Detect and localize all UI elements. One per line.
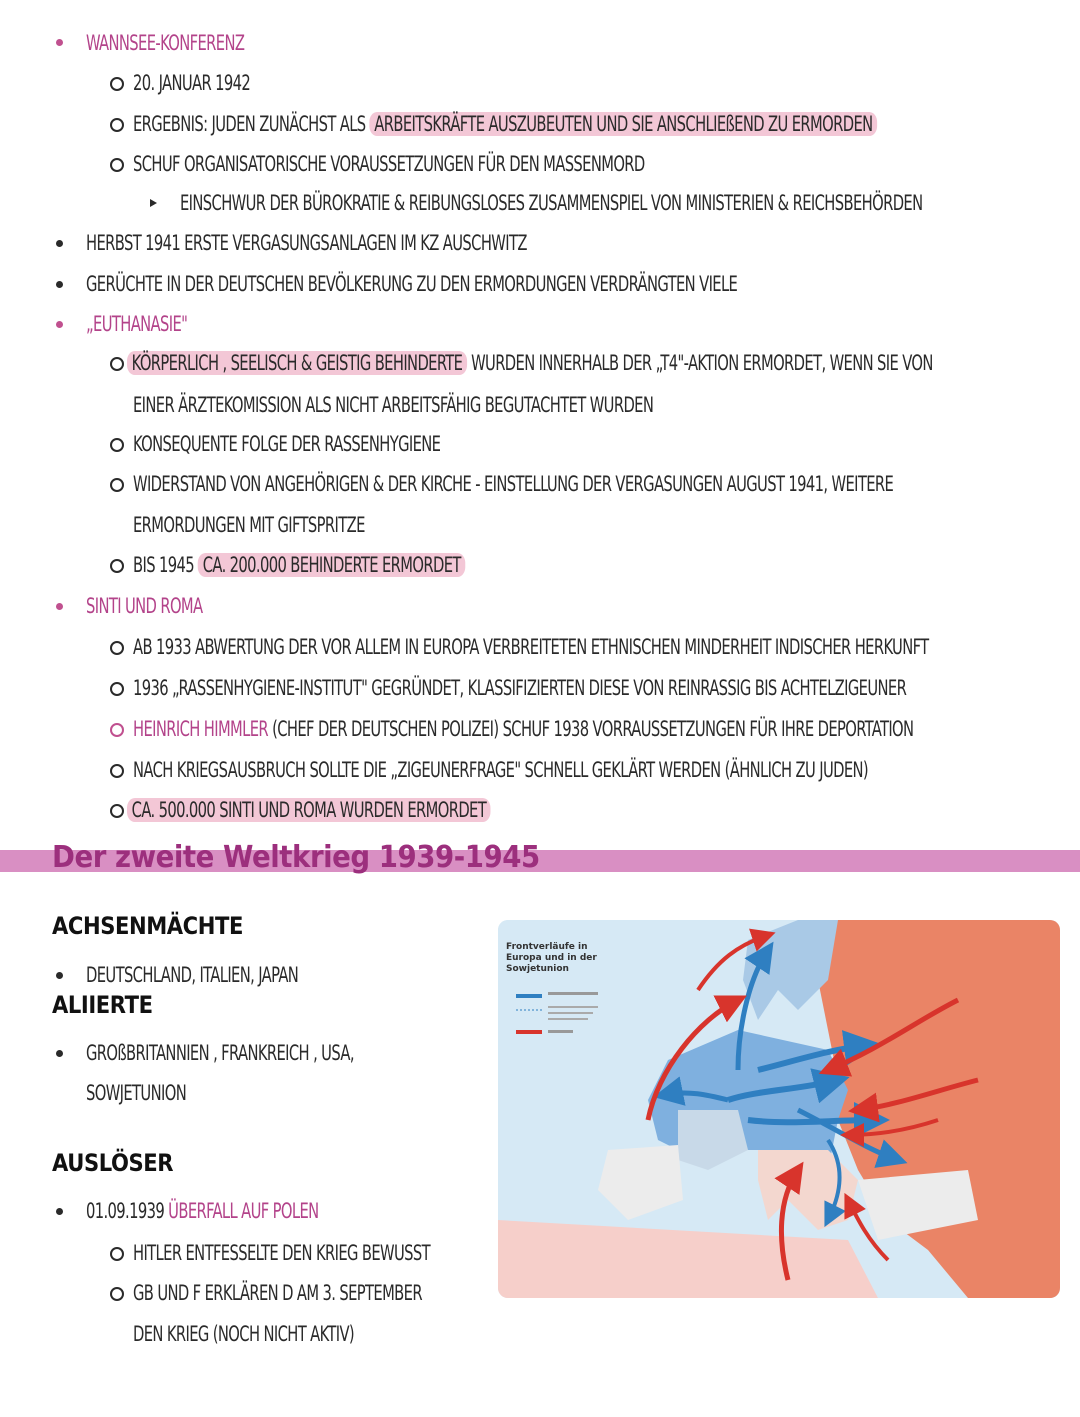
wannsee-result-highlight: ARBEITSKRÄFTE AUSZUBEUTEN UND SIE ANSCHLIEßEND ZU ERMORDEN: [370, 112, 878, 136]
bullet: [56, 240, 63, 247]
section-title: Der zweite Weltkrieg 1939-1945: [52, 840, 540, 875]
bullet: [56, 39, 63, 46]
sub-bullet: [110, 438, 124, 452]
sub-bullet: [110, 682, 124, 696]
sub-bullet: [110, 764, 124, 778]
map-graphic: [498, 920, 1060, 1298]
axis-items: DEUTSCHLAND, ITALIEN, JAPAN: [86, 963, 299, 987]
euthanasia-p1: [127, 349, 933, 377]
legend-text-placeholder: [548, 1030, 573, 1033]
sub-bullet: [110, 641, 124, 655]
euthanasia-p1-rest: WURDEN INNERHALB DER „T4"-AKTION ERMORDET, WENN SIE VON: [467, 351, 933, 375]
euthanasia-p3-line2: ERMORDUNGEN MIT GIFTSPRITZE: [133, 513, 365, 537]
euthanasia-p3: WIDERSTAND VON ANGEHÖRIGEN & DER KIRCHE - EINSTELLUNG DER VERGASUNGEN AUGUST 1941, WEITERE: [133, 472, 894, 496]
legend-text-placeholder: [548, 1006, 598, 1008]
bullet: [56, 1208, 63, 1215]
sinti-title: SINTI UND ROMA: [86, 594, 203, 618]
arrow-bullet-icon: [150, 199, 157, 207]
allies-heading: ALIIERTE: [52, 991, 153, 1019]
sinti-p5: [127, 796, 491, 824]
autumn-1941: HERBST 1941 ERSTE VERGASUNGSANLAGEN IM KZ AUSCHWITZ: [86, 231, 527, 255]
allies-line2: SOWJETUNION: [86, 1081, 187, 1105]
euthanasia-p4-highlight: CA. 200.000 BEHINDERTE ERMORDET: [198, 553, 465, 577]
trigger-pink: ÜBERFALL AUF POLEN: [168, 1199, 319, 1223]
bullet: [56, 603, 63, 610]
europe-front-map: [498, 920, 1060, 1298]
sinti-p5-highlight: CA. 500.000 SINTI UND ROMA WURDEN ERMORDET: [127, 798, 491, 822]
sub-bullet: [110, 723, 124, 737]
sub-bullet: [110, 118, 124, 132]
sub-bullet: [110, 77, 124, 91]
euthanasia-p4: [133, 551, 465, 579]
sinti-p4: NACH KRIEGSAUSBRUCH SOLLTE DIE „ZIGEUNERFRAGE" SCHNELL GEKLÄRT WERDEN (ÄHNLICH ZU JUDEN): [133, 758, 869, 782]
trigger-p2-line2: DEN KRIEG (NOCH NICHT AKTIV): [133, 1322, 355, 1346]
euthanasia-p2: KONSEQUENTE FOLGE DER RASSENHYGIENE: [133, 432, 441, 456]
sub-bullet: [110, 1247, 124, 1261]
sub-bullet: [110, 559, 124, 573]
sinti-p3: [133, 715, 913, 743]
euthanasia-p4-prefix: BIS 1945: [133, 553, 199, 577]
sinti-p1: AB 1933 ABWERTUNG DER VOR ALLEM IN EUROPA VERBREITETEN ETHNISCHEN MINDERHEIT INDISCHER HERKUNFT: [133, 635, 929, 659]
rumors: GERÜCHTE IN DER DEUTSCHEN BEVÖLKERUNG ZU DEN ERMORDUNGEN VERDRÄNGTEN VIELE: [86, 272, 738, 296]
euthanasia-p1-highlight: KÖRPERLICH , SEELISCH & GEISTIG BEHINDERTE: [127, 351, 467, 375]
legend-text-placeholder: [548, 1018, 588, 1020]
bullet: [56, 972, 63, 979]
sub-bullet: [110, 478, 124, 492]
trigger-date: 01.09.1939: [86, 1199, 169, 1223]
bullet: [56, 281, 63, 288]
wannsee-result: [133, 110, 877, 138]
sinti-p2: 1936 „RASSENHYGIENE-INSTITUT" GEGRÜNDET, KLASSIFIZIERTEN DIESE VON REINRASSIG BIS ACHTELZIGEUNER: [133, 676, 907, 700]
trigger-p1: HITLER ENTFESSELTE DEN KRIEG BEWUSST: [133, 1241, 430, 1265]
trigger-heading: AUSLÖSER: [52, 1149, 174, 1177]
bullet: [56, 1050, 63, 1057]
legend-text-placeholder: [548, 992, 598, 995]
map-title: Frontverläufe in Europa und in der Sowjetunion: [506, 942, 597, 974]
wannsee-prerequisites: SCHUF ORGANISATORISCHE VORAUSSETZUNGEN FÜR DEN MASSENMORD: [133, 152, 645, 176]
euthanasia-title: „EUTHANASIE": [86, 312, 188, 336]
wannsee-result-prefix: ERGEBNIS: JUDEN ZUNÄCHST ALS: [133, 112, 370, 136]
sub-bullet: [110, 158, 124, 172]
bullet: [56, 321, 63, 328]
axis-heading: ACHSENMÄCHTE: [52, 912, 243, 940]
sub-bullet: [110, 357, 124, 371]
sub-bullet: [110, 1287, 124, 1301]
sub-bullet: [110, 804, 124, 818]
wannsee-title: WANNSEE-KONFERENZ: [86, 31, 245, 55]
allies-line1: GROßBRITANNIEN , FRANKREICH , USA,: [86, 1041, 354, 1065]
trigger-line: [86, 1197, 319, 1225]
sinti-p3-rest: (CHEF DER DEUTSCHEN POLIZEI) SCHUF 1938 VORRAUSSETZUNGEN FÜR IHRE DEPORTATION: [268, 717, 914, 741]
sinti-p3-pink: HEINRICH HIMMLER: [133, 717, 269, 741]
legend-text-placeholder: [548, 1012, 593, 1014]
wannsee-date: 20. JANUAR 1942: [133, 71, 251, 95]
trigger-p2: GB UND F ERKLÄREN D AM 3. SEPTEMBER: [133, 1281, 422, 1305]
euthanasia-p1-line2: EINER ÄRZTEKOMISSION ALS NICHT ARBEITSFÄHIG BEGUTACHTET WURDEN: [133, 393, 654, 417]
wannsee-sub: EINSCHWUR DER BÜROKRATIE & REIBUNGSLOSES ZUSAMMENSPIEL VON MINISTERIEN & REICHSBEHÖRDEN: [180, 191, 923, 215]
